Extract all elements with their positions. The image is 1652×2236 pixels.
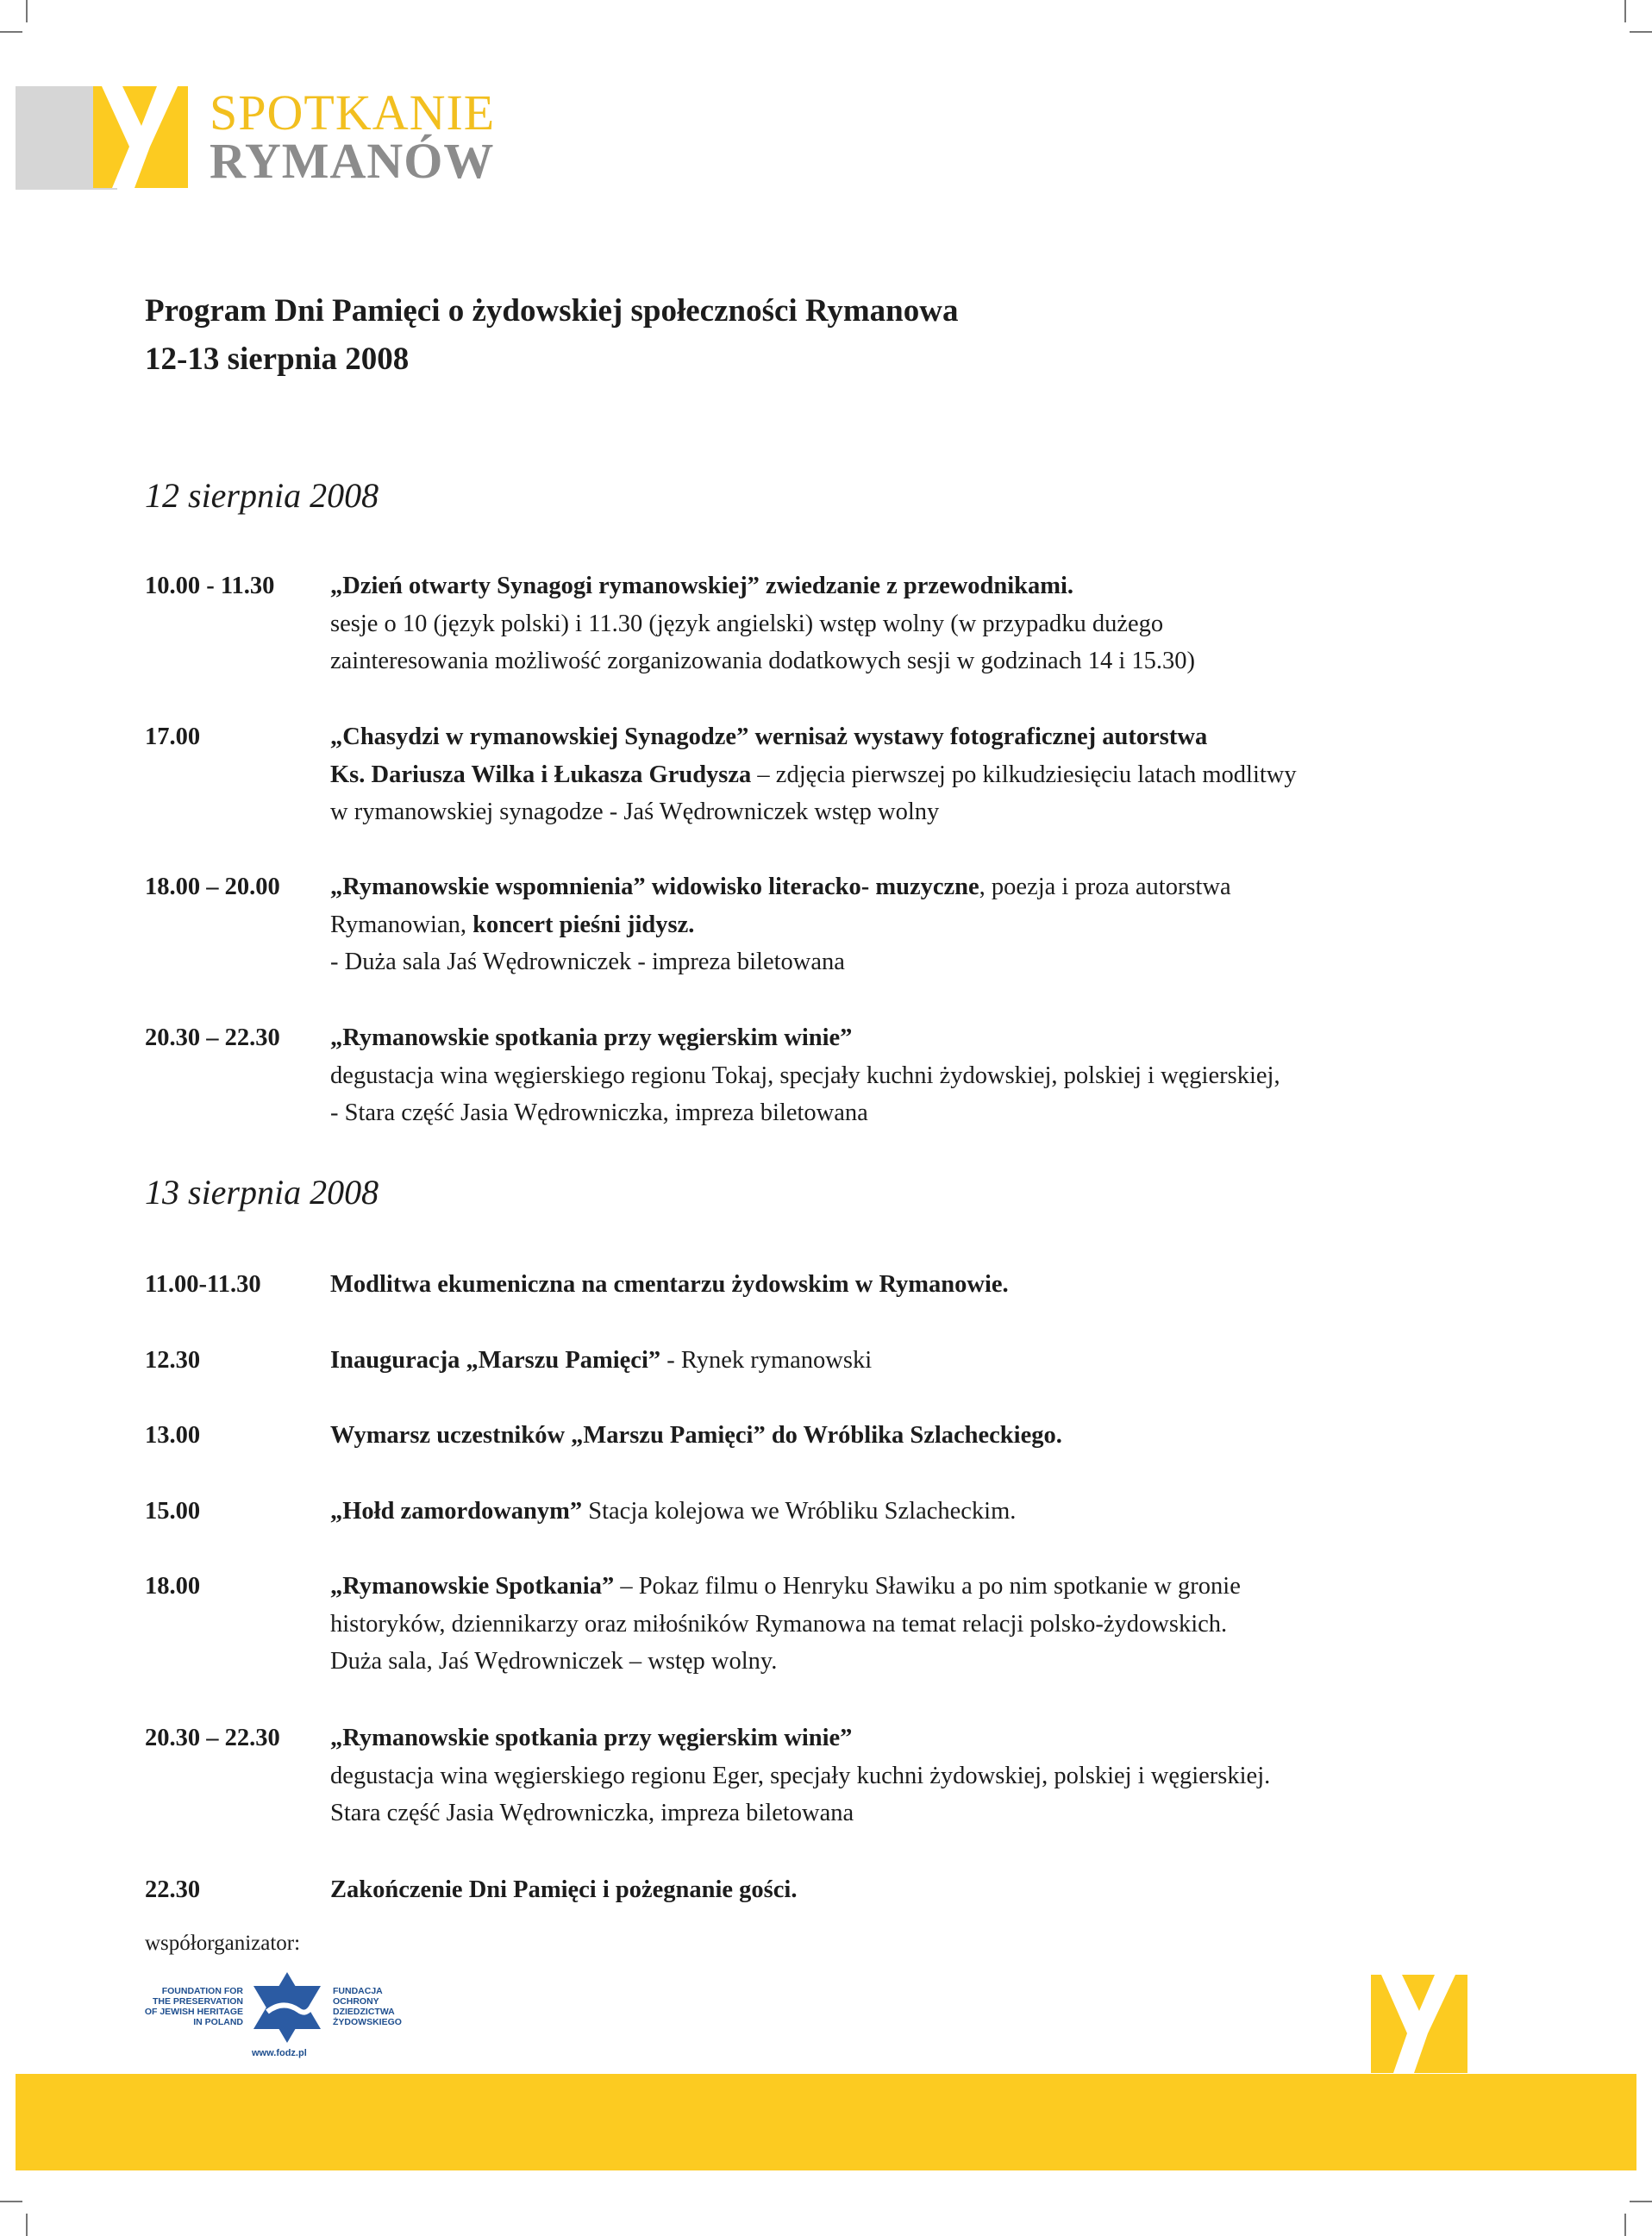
event-time: 22.30 [145, 1876, 201, 1903]
crop-mark [1624, 2214, 1626, 2236]
event-time: 12.30 [145, 1347, 201, 1374]
event-time: 15.00 [145, 1498, 201, 1525]
footer-yellow-band [16, 2074, 1636, 2170]
description-line [330, 793, 1537, 831]
bold-text: Modlitwa ekumeniczna na cmentarzu żydowskim w Rymanowie. [330, 1271, 1009, 1298]
description-line [330, 1417, 1537, 1455]
description-line [330, 1266, 1537, 1304]
day-heading: 13 sierpnia 2008 [145, 1173, 379, 1212]
description-line [330, 1719, 1537, 1757]
event-description [330, 1342, 1537, 1380]
event-description [330, 868, 1537, 981]
crop-mark [1630, 31, 1652, 33]
event-description [330, 1019, 1537, 1132]
description-line [330, 567, 1537, 605]
description-line [330, 943, 1537, 981]
text: Duża sala, Jaś Wędrowniczek – wstęp wolny. [330, 1648, 778, 1675]
event-description [330, 1266, 1537, 1304]
bold-text: „Rymanowskie Spotkania” [330, 1573, 615, 1600]
event-time: 18.00 [145, 1573, 201, 1600]
bold-text: „Hołd zamordowanym” [330, 1498, 583, 1525]
y-logo-small-icon [1371, 1975, 1467, 2073]
text: degustacja wina węgierskiego regionu Tokaj, specjały kuchni żydowskiej, polskiej i węgierskiej, [330, 1062, 1280, 1089]
crop-mark [26, 0, 28, 22]
description-line [330, 1794, 1537, 1832]
fodz-url: www.fodz.pl [252, 2048, 307, 2058]
event-time: 13.00 [145, 1422, 201, 1449]
text: - Rynek rymanowski [660, 1347, 873, 1374]
bold-text: Ks. Dariusza Wilka i Łukasza Grudysza [330, 761, 752, 788]
text: Stara część Jasia Wędrowniczka, impreza biletowana [330, 1800, 854, 1826]
description-line [330, 1057, 1537, 1095]
event-time: 20.30 – 22.30 [145, 1024, 280, 1051]
bold-text: „Chasydzi w rymanowskiej Synagodze” wernisaż wystawy fotograficznej autorstwa [330, 723, 1208, 750]
event-description [330, 1871, 1537, 1909]
bold-text: Inauguracja „Marszu Pamięci” [330, 1347, 661, 1374]
description-line [330, 642, 1537, 680]
day-heading: 12 sierpnia 2008 [145, 476, 379, 515]
text: - Stara część Jasia Wędrowniczka, impreza biletowana [330, 1099, 868, 1126]
event-description [330, 718, 1537, 831]
text: – Pokaz filmu o Henryku Sławiku a po nim spotkanie w gronie [614, 1573, 1241, 1600]
bold-text: Zakończenie Dni Pamięci i pożegnanie gości. [330, 1876, 798, 1903]
event-time: 18.00 – 20.00 [145, 874, 280, 900]
fodz-logo [138, 1969, 414, 2064]
text: degustacja wina węgierskiego regionu Eger, specjały kuchni żydowskiej, polskiej i węgierskiej. [330, 1762, 1271, 1789]
event-description [330, 567, 1537, 680]
description-line [330, 1568, 1537, 1606]
event-time: 10.00 - 11.30 [145, 573, 275, 599]
text: sesje o 10 (język polski) i 11.30 (język angielski) wstęp wolny (w przypadku dużego [330, 610, 1164, 637]
description-line [330, 1606, 1537, 1644]
description-line [330, 1871, 1537, 1909]
description-line [330, 1342, 1537, 1380]
logo-text-spotkanie: SPOTKANIE [210, 85, 496, 141]
bold-text: Wymarsz uczestników „Marszu Pamięci” do Wróblika Szlacheckiego. [330, 1422, 1062, 1449]
event-time: 20.30 – 22.30 [145, 1725, 280, 1751]
description-line [330, 1643, 1537, 1681]
text: zainteresowania możliwość zorganizowania dodatkowych sesji w godzinach 14 i 15.30) [330, 648, 1196, 674]
description-line [330, 605, 1537, 643]
crop-mark [26, 2214, 28, 2236]
y-logo-icon [93, 86, 188, 188]
description-line [330, 906, 1537, 944]
star-of-david-icon [248, 1969, 326, 2046]
text: , poezja i proza autorstwa [979, 874, 1231, 900]
crop-mark [0, 2201, 22, 2202]
text: Rymanowian, [330, 911, 473, 938]
coorganizer-label: współorganizator: [145, 1932, 301, 1955]
fodz-text-english: FOUNDATION FOR THE PRESERVATION OF JEWISH HERITAGE IN POLAND [144, 1986, 243, 2027]
description-line [330, 1757, 1537, 1795]
bold-text: „Rymanowskie spotkania przy węgierskim winie” [330, 1725, 853, 1751]
fodz-text-polish: FUNDACJA OCHRONY DZIEDZICTWA ŻYDOWSKIEGO [333, 1986, 402, 2027]
bold-text: koncert pieśni jidysz. [472, 911, 695, 938]
description-line [330, 1094, 1537, 1132]
event-description [330, 1719, 1537, 1832]
text: w rymanowskiej synagodze - Jaś Wędrowniczek wstęp wolny [330, 799, 940, 825]
description-line [330, 756, 1537, 794]
bold-text: „Dzień otwarty Synagogi rymanowskiej” zwiedzanie z przewodnikami. [330, 573, 1074, 599]
description-line [330, 718, 1537, 756]
crop-mark [0, 31, 22, 33]
text: - Duża sala Jaś Wędrowniczek - impreza biletowana [330, 949, 845, 975]
description-line [330, 1019, 1537, 1057]
title-date: 12-13 sierpnia 2008 [145, 341, 410, 377]
bold-text: „Rymanowskie spotkania przy węgierskim winie” [330, 1024, 853, 1051]
title-line: Program Dni Pamięci o żydowskiej społeczności Rymanowa [145, 293, 959, 329]
text: Stacja kolejowa we Wróbliku Szlacheckim. [582, 1498, 1017, 1525]
description-line [330, 1493, 1537, 1531]
crop-mark [1624, 0, 1626, 22]
event-time: 11.00-11.30 [145, 1271, 261, 1298]
page-title [145, 287, 958, 384]
event-description [330, 1417, 1537, 1455]
event-description [330, 1568, 1537, 1681]
logo-text-rymanow: RYMANÓW [210, 133, 495, 189]
event-time: 17.00 [145, 723, 201, 750]
description-line [330, 868, 1537, 906]
text: – zdjęcia pierwszej po kilkudziesięciu latach modlitwy [751, 761, 1297, 788]
bold-text: „Rymanowskie wspomnienia” widowisko literacko- muzyczne [330, 874, 979, 900]
text: historyków, dziennikarzy oraz miłośników Rymanowa na temat relacji polsko-żydowskich. [330, 1610, 1228, 1638]
crop-mark [1630, 2201, 1652, 2202]
event-description [330, 1493, 1537, 1531]
